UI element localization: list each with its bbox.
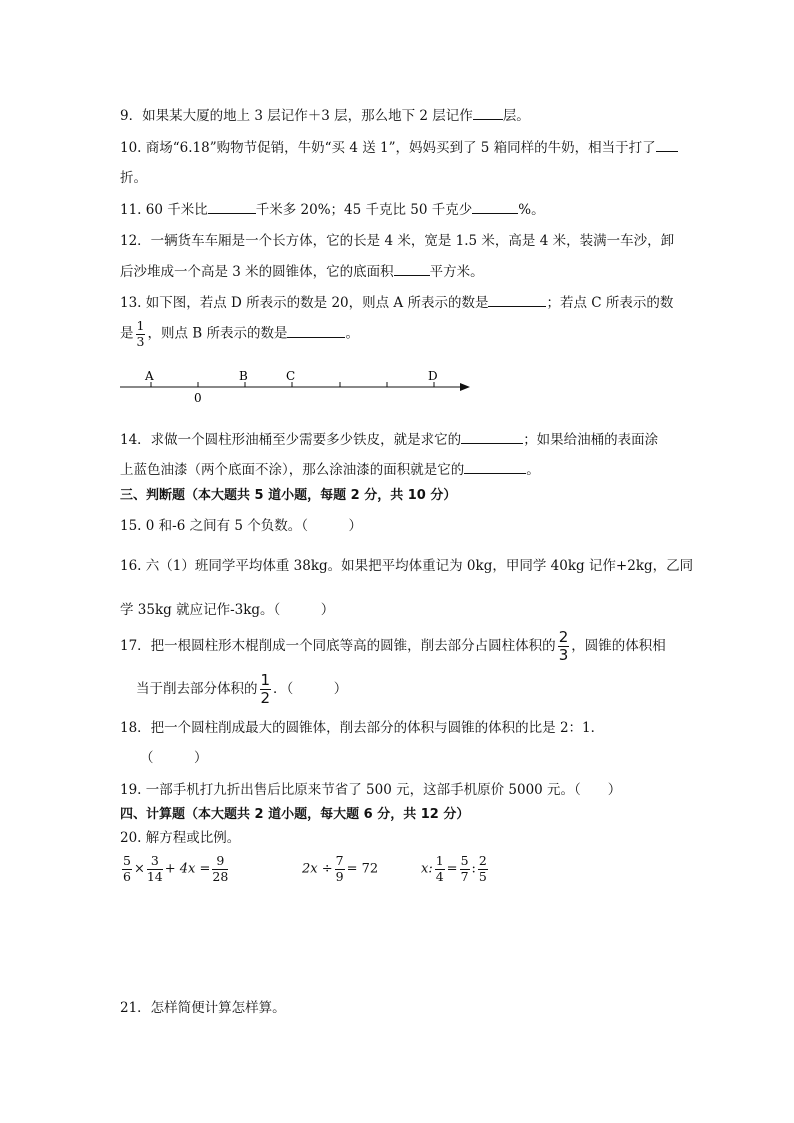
q14-text-c: 上蓝色油漆（两个底面不涂），那么涂油漆的面积就是它的: [120, 462, 465, 478]
q17-frac2-num: 1: [260, 671, 271, 689]
q17-frac2-den: 2: [260, 689, 271, 707]
question-13: [120, 291, 673, 311]
q9-blank[interactable]: [473, 105, 503, 120]
q13-frac-den: 3: [136, 333, 145, 349]
point-d-label: D: [428, 369, 438, 383]
equation-1: [120, 855, 230, 883]
q13-text-d: ，则点 B 所表示的数是: [147, 325, 288, 342]
question-19: 19. 一部手机打九折出售后比原来节省了 500 元，这部手机原价 5000 元。（ ）: [120, 782, 622, 798]
eq3-frac-2: $\frac{5}{7}$: [460, 853, 469, 884]
point-c-label: C: [286, 369, 296, 383]
question-15: 15. 0 和-6 之间有 5 个负数。（ ）: [120, 518, 363, 534]
question-17: [120, 630, 666, 663]
eq1-frac-3: $\frac{9}{28}$: [212, 853, 229, 884]
q10-text: 10. 商场“6.18”购物节促销，牛奶“买 4 送 1”，妈妈买到了 5 箱同样的牛奶，相当于打了: [120, 140, 656, 156]
q17-text-c: 当于削去部分体积的: [136, 681, 258, 697]
q11-text: 11. 60 千米比: [120, 202, 208, 218]
q14-blank-2[interactable]: [464, 459, 526, 474]
q17-fraction-2: [260, 673, 272, 706]
question-21: 21．怎样简便计算怎样算。: [120, 1000, 286, 1016]
q12-blank[interactable]: [394, 261, 430, 276]
q10-text-end: 折。: [120, 170, 147, 186]
equation-2: [302, 855, 378, 883]
zero-label: 0: [194, 391, 202, 405]
q17-text: 17．把一根圆柱形木棍削成一个同底等高的圆锥，削去部分占圆柱体积的: [120, 638, 556, 654]
number-line-arrow: [460, 383, 470, 391]
q17-frac1-den: 3: [558, 646, 569, 664]
q17-text-end: ．（ ）: [273, 681, 348, 697]
eq1-frac-2: $\frac{3}{14}$: [146, 853, 163, 884]
question-14: [120, 428, 658, 448]
q17-frac1-num: 2: [558, 628, 569, 646]
q11-text-mid: 千米多 20%；45 千克比 50 千克少: [255, 202, 473, 218]
q13-fraction: [136, 320, 146, 348]
q13-blank-2[interactable]: [287, 323, 345, 338]
section-4-heading: 四、计算题（本大题共 2 道小题，每大题 6 分，共 12 分）: [120, 807, 470, 822]
question-10: [120, 136, 678, 156]
eq3-frac-3: $\frac{2}{5}$: [478, 853, 487, 884]
section-3-heading: 三、判断题（本大题共 5 道小题，每题 2 分，共 10 分）: [120, 488, 457, 503]
eq3-frac-1: $\frac{1}{4}$: [435, 853, 444, 884]
question-18-cont: （ ）: [140, 750, 208, 766]
question-18: 18．把一个圆柱削成最大的圆锥体，削去部分的体积与圆锥的体积的比是 2：1．: [120, 720, 605, 736]
equation-3: [421, 855, 490, 883]
question-10-cont: [120, 166, 147, 186]
q12-text-mid: 后沙堆成一个高是 3 米的圆锥体，它的底面积: [120, 264, 394, 280]
q11-blank-2[interactable]: [472, 199, 518, 214]
q9-text-end: 层。: [502, 108, 530, 124]
q10-blank[interactable]: [656, 137, 678, 152]
q17-fraction-1: [558, 630, 570, 663]
question-9: [120, 104, 530, 124]
q12-text: 12．一辆货车车厢是一个长方体，它的长是 4 米，宽是 1.5 米，高是 4 米，装满一车沙，卸: [120, 233, 675, 249]
q14-blank-1[interactable]: [461, 429, 523, 444]
question-12: [120, 229, 674, 249]
q14-text-mid: ；如果给油桶的表面涂: [523, 432, 659, 448]
question-12-cont: [120, 260, 484, 280]
question-13-cont: [120, 320, 359, 348]
eq1-rest: + 4x =: [164, 861, 211, 877]
q14-text-end: 。: [526, 462, 540, 478]
question-16-cont: 学 35kg 就应记作-3kg。（ ）: [120, 602, 335, 618]
q17-text-mid: ，圆锥的体积相: [571, 638, 666, 654]
eq3-equals: =: [446, 861, 458, 877]
number-line: [114, 362, 474, 406]
question-16: 16. 六（1）班同学平均体重 38kg。如果把平均体重记为 0kg，甲同学 40kg 记作+2kg，乙同: [120, 558, 694, 574]
eq1-frac-1: $\frac{5}{6}$: [123, 853, 131, 884]
question-14-cont: [120, 458, 540, 478]
q13-text: 13. 如下图，若点 D 所表示的数是 20，则点 A 所表示的数是: [120, 295, 489, 311]
q11-blank-1[interactable]: [208, 199, 256, 214]
q12-text-end: 平方米。: [429, 264, 484, 280]
q9-text: 9．如果某大厦的地上 3 层记作＋3 层，那么地下 2 层记作: [120, 108, 473, 124]
eq3-left: x:: [421, 861, 433, 877]
eq2-frac: $\frac{7}{9}$: [335, 853, 344, 884]
point-a-label: A: [145, 369, 154, 383]
eq1-times: ×: [133, 861, 145, 877]
q11-text-end: %。: [518, 202, 545, 218]
q13-text-end: 。: [345, 325, 359, 342]
question-11: [120, 198, 545, 218]
question-17-cont: [136, 673, 347, 706]
point-b-label: B: [239, 369, 248, 383]
eq2-left: 2x ÷: [302, 861, 333, 877]
question-20: 20. 解方程或比例。: [120, 830, 241, 846]
q13-blank-1[interactable]: [488, 292, 546, 307]
q14-text: 14．求做一个圆柱形油桶至少需要多少铁皮，就是求它的: [120, 432, 462, 448]
q13-text-c: 是: [120, 325, 134, 342]
eq2-right: = 72: [346, 861, 379, 877]
q13-frac-num: 1: [136, 318, 145, 333]
q13-text-mid: ；若点 C 所表示的数: [546, 295, 674, 311]
eq3-colon: :: [471, 861, 476, 877]
